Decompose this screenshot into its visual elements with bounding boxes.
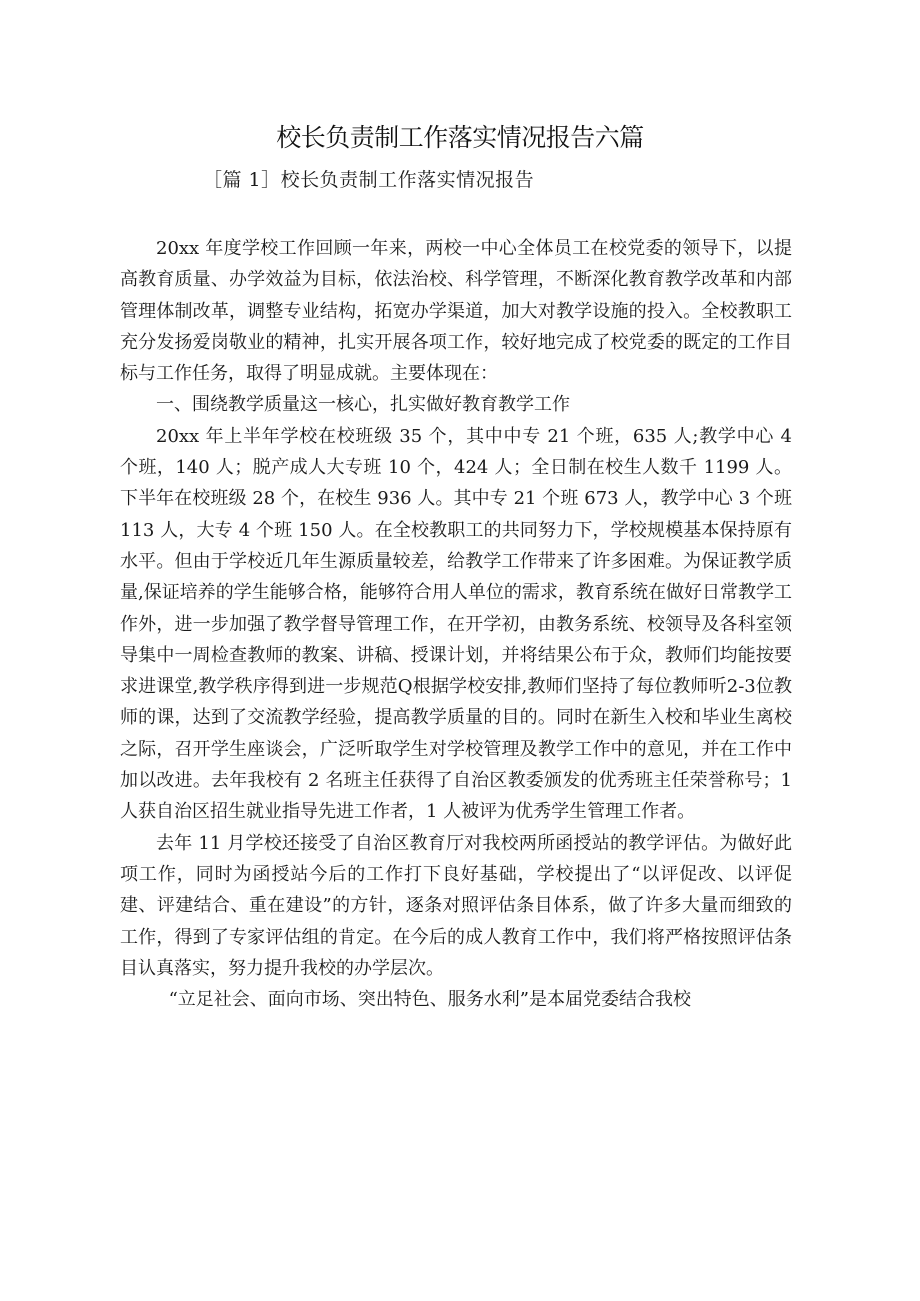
section-heading: ［篇 1］校长负责制工作落实情况报告 <box>203 169 535 191</box>
paragraph-motto: “立足社会、面向市场、突出特色、服务水利”是本届党委结合我校 <box>168 989 691 1011</box>
paragraph-intro: 20xx 年度学校工作回顾一年来，两校一中心全体员工在校党委的领导下，以提高教育质量、办学效益为目标，依法治校、科学管理，不断深化教育教学改革和内部管理体制改革，调整专业结构，拓宽办学渠道，加大对教学设施的投入。全校教职工充分发扬爱岗敬业的精神，扎实开展各项工作，较好地完成了校党委的既定的工作目标与工作任务，取得了明显成就。主要体现在： <box>120 238 792 385</box>
paragraph-enrollment: 20xx 年上半年学校在校班级 35 个，其中中专 21 个班，635 人;教学中心 4 个班，140 人；脱产成人大专班 10 个，424 人；全日制在校生人数千 1199 人。下半年在校班级 28 个，在校生 936 人。其中专 21 个班 673 人，教学中心 3 个班 113 人，大专 4 个班 150 人。在全校教职工的共同努力下，学校规模基本保持原有水平。但由于学校近几年生源质量较差，给教学工作带来了许多困难。为保证教学质量,保证培养的学生能够合格，能够符合用人单位的需求，教育系统在做好日常教学工作外，进一步加强了教学督导管理工作，在开学初，由教务系统、校领导及各科室领导集中一周检查教师的教案、讲稿、授课计划，并将结果公布于众，教师们均能按要求进课堂,教学秩序得到进一步规范Q根据学校安排,教师们坚持了每位教师听2-3位教师的课，达到了交流教学经验，提高教学质量的目的。同时在新生入校和毕业生离校之际，召开学生座谈会，广泛听取学生对学校管理及教学工作中的意见，并在工作中加以改进。去年我校有 2 名班主任获得了自治区教委颁发的优秀班主任荣誉称号；1 人获自治区招生就业指导先进工作者，1 人被评为优秀学生管理工作者。 <box>120 425 792 823</box>
paragraph-evaluation: 去年 11 月学校还接受了自治区教育厅对我校两所函授站的教学评估。为做好此项工作，同时为函授站今后的工作打下良好基础，学校提出了“以评促改、以评促建、评建结合、重在建设”的方针，逐条对照评估条目体系，做了许多大量而细致的工作，得到了专家评估组的肯定。在今后的成人教育工作中，我们将严格按照评估条目认真落实，努力提升我校的办学层次。 <box>120 832 792 979</box>
document-title: 校长负责制工作落实情况报告六篇 <box>276 123 644 152</box>
paragraph-heading-one: 一、围绕教学质量这一核心，扎实做好教育教学工作 <box>156 394 570 416</box>
document-body <box>120 233 792 1015</box>
